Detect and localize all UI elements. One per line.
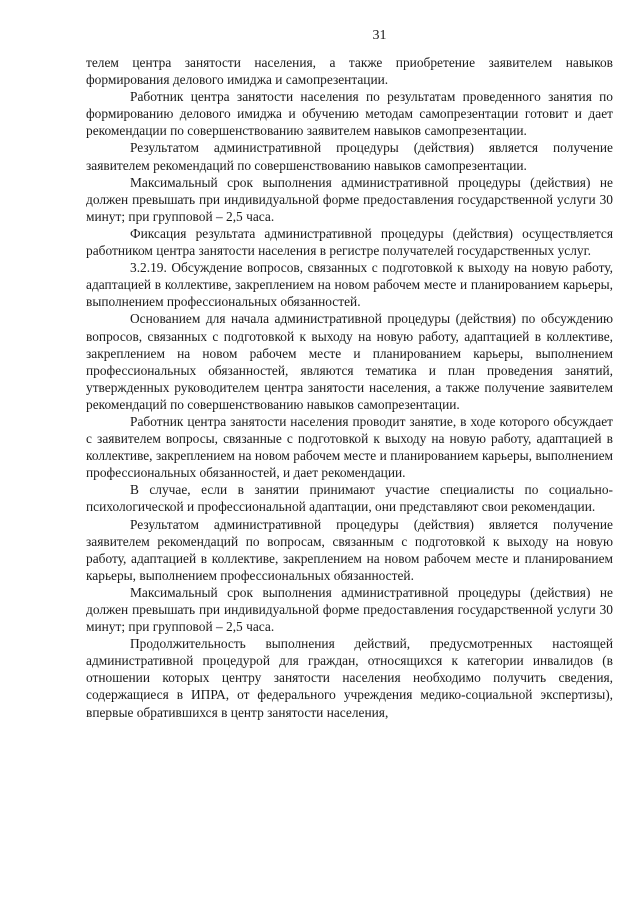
paragraph: Фиксация результата административной процедуры (действия) осуществляется работником центра занятости населения в регистре получателей государственных услуг. xyxy=(86,225,613,259)
paragraph: Максимальный срок выполнения административной процедуры (действия) не должен превышать при индивидуальной форме предоставления государственной услуги 30 минут; при групповой – 2,5 часа. xyxy=(86,584,613,635)
page-number: 31 xyxy=(372,28,387,43)
paragraph: Основанием для начала административной процедуры (действия) по обсуждению вопросов, связанных с подготовкой к выходу на новую работу, адаптацией в коллективе, закреплением на новом рабочем месте и планированием карьеры, выполнением профессиональных обязанностей, являются тематика и план проведения занятий, утвержденных руководителем центра занятости населения, а также получение заявителем рекомендаций по совершенствованию навыков самопрезентации. xyxy=(86,311,613,412)
paragraph: Результатом административной процедуры (действия) является получение заявителем рекомендаций по совершенствованию навыков самопрезентации. xyxy=(86,140,613,173)
body-text xyxy=(86,54,613,721)
paragraph: Работник центра занятости населения по результатам проведенного занятия по формированию делового имиджа и обучению методам самопрезентации готовит и дает рекомендации по совершенствованию заявителем навыков самопрезентации. xyxy=(86,89,613,139)
paragraph: Продолжительность выполнения действий, предусмотренных настоящей административной процедурой для граждан, относящихся к категории инвалидов (в отношении которых центру занятости населения необходимо получить сведения, содержащиеся в ИПРА, от федерального учреждения медико-социальной экспертизы), впервые обратившихся в центр занятости населения, xyxy=(86,636,613,720)
section-heading-paragraph: 3.2.19. Обсуждение вопросов, связанных с подготовкой к выходу на новую работу, адаптацией в коллективе, закреплением на новом рабочем месте и планированием карьеры, выполнением профессиональных обязанностей. xyxy=(86,260,613,310)
paragraph: В случае, если в занятии принимают участие специалисты по социально-психологической и профессиональной адаптации, они представляют свои рекомендации. xyxy=(86,482,613,515)
paragraph: Результатом административной процедуры (действия) является получение заявителем рекомендаций по вопросам, связанным с подготовкой к выходу на новую работу, адаптацией в коллективе, закреплением на новом рабочем месте и планированием карьеры, выполнением профессиональных обязанностей. xyxy=(86,516,613,583)
paragraph: Максимальный срок выполнения административной процедуры (действия) не должен превышать при индивидуальной форме предоставления государственной услуги 30 минут; при групповой – 2,5 часа. xyxy=(86,174,613,224)
paragraph: Работник центра занятости населения проводит занятие, в ходе которого обсуждает с заявителем вопросы, связанные с подготовкой к выходу на новую работу, адаптацией в коллективе, закреплением на новом рабочем месте и планированием карьеры, выполнением профессиональных обязанностей, и дает рекомендации. xyxy=(86,413,613,481)
paragraph-continuation: телем центра занятости населения, а также приобретение заявителем навыков формирования делового имиджа и самопрезентации. xyxy=(86,55,613,88)
